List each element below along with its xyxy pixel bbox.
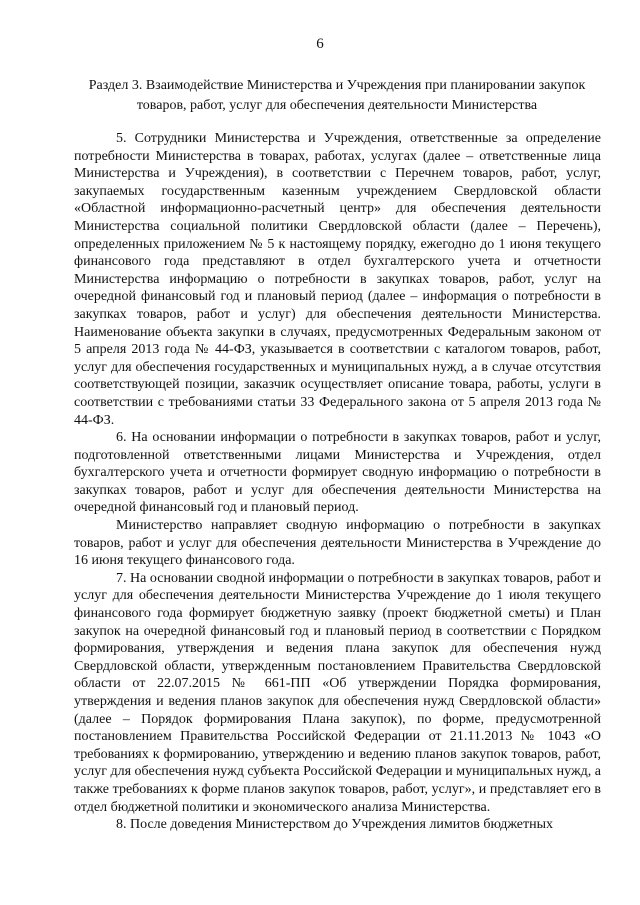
- paragraph-7: 7. На основании сводной информации о потребности в закупках товаров, работ и услуг для обеспечения деятельности Министерства Учреждение до 1 июля текущего финансового года формирует бюджетную заявку (проект бюджетной сметы) и План закупок на очередной финансовый год и плановый период в соответствии с Порядком формирования, утверждения и ведения плана закупок для обеспечения нужд Свердловской области, утвержденным постановлением Правительства Свердловской области от 22.07.2015 № 661-ПП «Об утверждении Порядка формирования, утверждения и ведения планов закупок для обеспечения нужд Свердловской области» (далее – Порядок формирования Плана закупок), по форме, предусмотренной постановлением Правительства Российской Федерации от 21.11.2013 № 1043 «О требованиях к формированию, утверждению и ведению планов закупок товаров, работ, услуг для обеспечения нужд субъекта Российской Федерации и муниципальных нужд, а также требованиях к форме планов закупок товаров, работ, услуг», и представляет его в отдел бюджетной политики и экономического анализа Министерства.: [74, 570, 601, 815]
- paragraph-5: 5. Сотрудники Министерства и Учреждения, ответственные за определение потребности Министерства в товарах, работах, услугах (далее – ответственные лица Министерства и Учреждения), в соответствии с Перечнем товаров, работ, услуг, закупаемых государственным казенным учреждением Свердловской области «Областной информационно-расчетный центр» для обеспечения деятельности Министерства социальной политики Свердловской области (далее – Перечень), определенных приложением № 5 к настоящему порядку, ежегодно до 1 июня текущего финансового года представляют в отдел бухгалтерского учета и отчетности Министерства информацию о потребности в закупках товаров, работ, услуг на очередной финансовый год и плановый период (далее – информация о потребности в закупках товаров, работ и услуг) для обеспечения деятельности Министерства. Наименование объекта закупки в случаях, предусмотренных Федеральным законом от 5 апреля 2013 года № 44-ФЗ, указывается в соответствии с каталогом товаров, работ, услуг для обеспечения государственных и муниципальных нужд, а в случае отсутствия соответствующей позиции, заказчик осуществляет описание товара, работы, услуги в соответствии с требованиями статьи 33 Федерального закона от 5 апреля 2013 года № 44-ФЗ.: [74, 131, 601, 428]
- section-heading: Раздел 3. Взаимодействие Министерства и Учреждения при планировании закупок товаров, работ, услуг для обеспечения деятельности Министерства: [88, 78, 586, 113]
- paragraph-8: 8. После доведения Министерством до Учреждения лимитов бюджетных: [116, 817, 554, 833]
- page-number: 6: [316, 36, 324, 52]
- document-body: [74, 130, 601, 834]
- paragraph-ministry-sends: Министерство направляет сводную информацию о потребности в закупках товаров, работ и услуг для обеспечения деятельности Министерства в Учреждение до 16 июня текущего финансового года.: [74, 518, 601, 569]
- paragraph-6: 6. На основании информации о потребности в закупках товаров, работ и услуг, подготовленной ответственными лицами Министерства и Учреждения, отдел бухгалтерского учета и отчетности формирует сводную информацию о потребности в закупках товаров, работ и услуг для обеспечения деятельности Министерства на очередной финансовый год и плановый период.: [74, 430, 601, 516]
